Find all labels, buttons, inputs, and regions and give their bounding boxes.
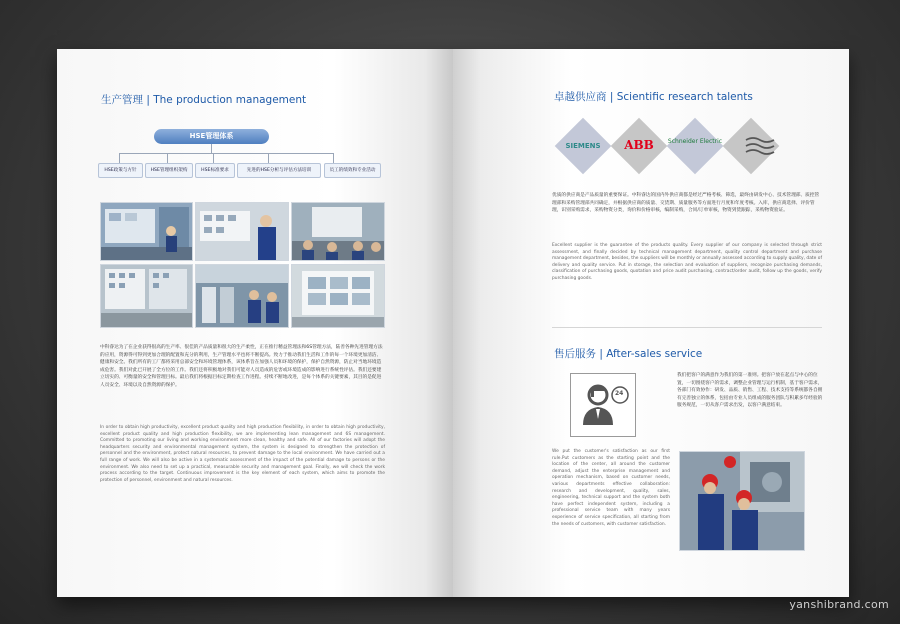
hse-node: 员工的绩效和专业活动 — [324, 163, 381, 178]
hse-node: HSE政策与方针 — [98, 163, 143, 178]
hse-node: 先进的HSE分析与评估方法培训 — [237, 163, 321, 178]
factory-photo-4 — [100, 264, 193, 328]
hse-connector — [119, 153, 120, 163]
hse-connector — [213, 153, 214, 163]
factory-photo-1 — [100, 202, 193, 261]
supplier-diamond-schneider — [667, 118, 724, 175]
brochure-spread — [57, 49, 849, 597]
hse-connector — [119, 153, 333, 154]
supplier-zh-paragraph: 优质的供应商是产品质量的重要保证。中科睿达的国内外供应商都是经过严格考核、筛选，最终由研发中心、技术管理部、质控管理部和采购管理部共同确定，并根据供应商的质量、交货期、质量服务等方面进行月度和年度考核。入库，供应商选择、评价管理，识别采购需求，采购物资分类，询价和价格审核，编制采购，合同/订单审核，物资到货跟踪，采购物资验证。 — [552, 193, 820, 214]
left-page-title — [101, 92, 306, 107]
service-engineers-photo — [679, 451, 805, 551]
factory-photo-5-image — [196, 265, 288, 327]
service-zh-paragraph: 我们把客户的满意作为我们的第一准则。把客户放在起点与中心的位置，一切围绕客户的需求，调整企业管理与运行机制，基于客户需求，各部门有效协作：研发、品质、销售、工程、技术支持等系统都各自拥有完善独立的体系，包括由专业人员组成的服务团队与积累多年经验的服务规范，一切从客户需求出发，以客户满意结束。 — [677, 373, 823, 409]
left-en-paragraph: In order to obtain high productivity, excellent product quality and high production flexibility, in order to obtain high productivity, excellent product quality and high production flexibility, we are implementing lean management and 6S management. Committed to promoting our living and working environment more clean, healthy and safe. All of our factories will adopt the headquarters security and environmental management system, the system is designed to strengthen the protection of personnel and the environment, protect natural resources, to prevent damage to the local environment. We have carried out a full range of work. We will also be active in a systematic assessment of the impact of the potential damage to persons or the environment. We also need to set up a practical, measurable security and management goal. Finally, we will check the work process according to the target. Continuous improvement is the key element of each system, which aims to promote the protection of personnel, environment and natural resources. — [100, 425, 385, 483]
schneider-logo: Schneider Electric — [667, 138, 723, 145]
hse-connector — [211, 144, 212, 153]
right-page-title-1 — [554, 89, 753, 104]
watermark: yanshibrand.com — [789, 598, 889, 611]
factory-photo-3 — [291, 202, 385, 261]
hse-main-node: HSE管理体系 — [154, 129, 269, 144]
factory-photo-5 — [195, 264, 289, 328]
factory-photo-3-image — [292, 203, 384, 260]
hse-connector — [167, 153, 168, 163]
hse-node: HSE管理组织架构 — [145, 163, 193, 178]
section-divider — [552, 327, 822, 328]
hse-node: HSE标准要求 — [195, 163, 235, 178]
service-engineers-photo-image — [680, 452, 804, 550]
right-page — [453, 49, 849, 597]
factory-photo-2-image — [196, 203, 288, 260]
24-hour-badge: 24 — [615, 390, 624, 397]
factory-photo-4-image — [101, 265, 192, 327]
left-page — [57, 49, 453, 597]
title1-separator: | — [606, 91, 617, 103]
right-page-title-2 — [554, 346, 702, 361]
supplier-en-paragraph: Excellent supplier is the guarantee of the products quality. Every supplier of our company is selected through strict assessment, and finally decided by technical management department, quality control department and purchase management department, besides, the suppliers will be monthly or annually assessed according to supply quality, date of delivery and quality service. Put in storage, the selection and evaluation of suppliers, recognize purchasing demands, classification of purchasing goods, quotation and price audit purchasing, contract/order audit, follow up the goods, verify purchasing goods. — [552, 243, 822, 281]
abb-logo: ABB — [624, 138, 654, 152]
title1-zh: 卓越供应商 — [554, 91, 607, 103]
title2-zh: 售后服务 — [554, 348, 596, 360]
title1-en: Scientific research talents — [616, 91, 753, 103]
title-separator: | — [143, 94, 154, 106]
title-en: The production management — [153, 94, 307, 106]
title2-separator: | — [596, 348, 607, 360]
factory-photo-6-image — [292, 265, 384, 327]
hse-connector — [333, 153, 334, 163]
factory-photo-1-image — [101, 203, 192, 260]
left-zh-paragraph: 中科睿达为了在企业获得很高的生产率、很佳的产品质量和很大的生产柔性，正在推行精益管理法和6S管理方法，陆善各种先进管理方法的应用，资源得可得到更加合理的配置和充分的利用，生产管理水平也将不断提高。致力于推动我们生活和工作的每一个环境更加清洁、健康和安全。我们所有的工厂都将采用总部安全和环境管理体系，该体系旨在加强人员和环境的保护，保护自然资源，防止对当地环境造成危害。我们对此已开展了全方位的工作。我们还将积极地对我们可能对人员造成的危害或环境造成的影响进行系统性评估。我们还要建立切实的、可衡量的安全和管理目标。最后我们将根据目标定期检查工作进程。持续不断地改进，是每个体系的关键要素，其目的是促进人员安全、环境以及自然资源的保护。 — [100, 345, 383, 388]
customer-service-icon — [570, 373, 636, 437]
title2-en: After-sales service — [606, 348, 703, 360]
factory-photo-2 — [195, 202, 289, 261]
factory-photo-6 — [291, 264, 385, 328]
hse-connector — [268, 153, 269, 163]
siemens-logo: SIEMENS — [565, 142, 601, 150]
service-en-paragraph: We put the customer's satisfaction as our first rule.Put customers as the starting point and the location of the center, all around the customer demand, adjust the enterprise management and operation mechanism, based on customer needs, various departments effective collaboration: research and development, quality, sales, engineering, technical support and the system both have perfect independent system, including a professional service team with many years experience of service specification, all starting from the needs of customers, with customer satisfaction. — [552, 449, 670, 527]
title-zh: 生产管理 — [101, 94, 143, 106]
wave-logo-icon — [740, 136, 780, 156]
